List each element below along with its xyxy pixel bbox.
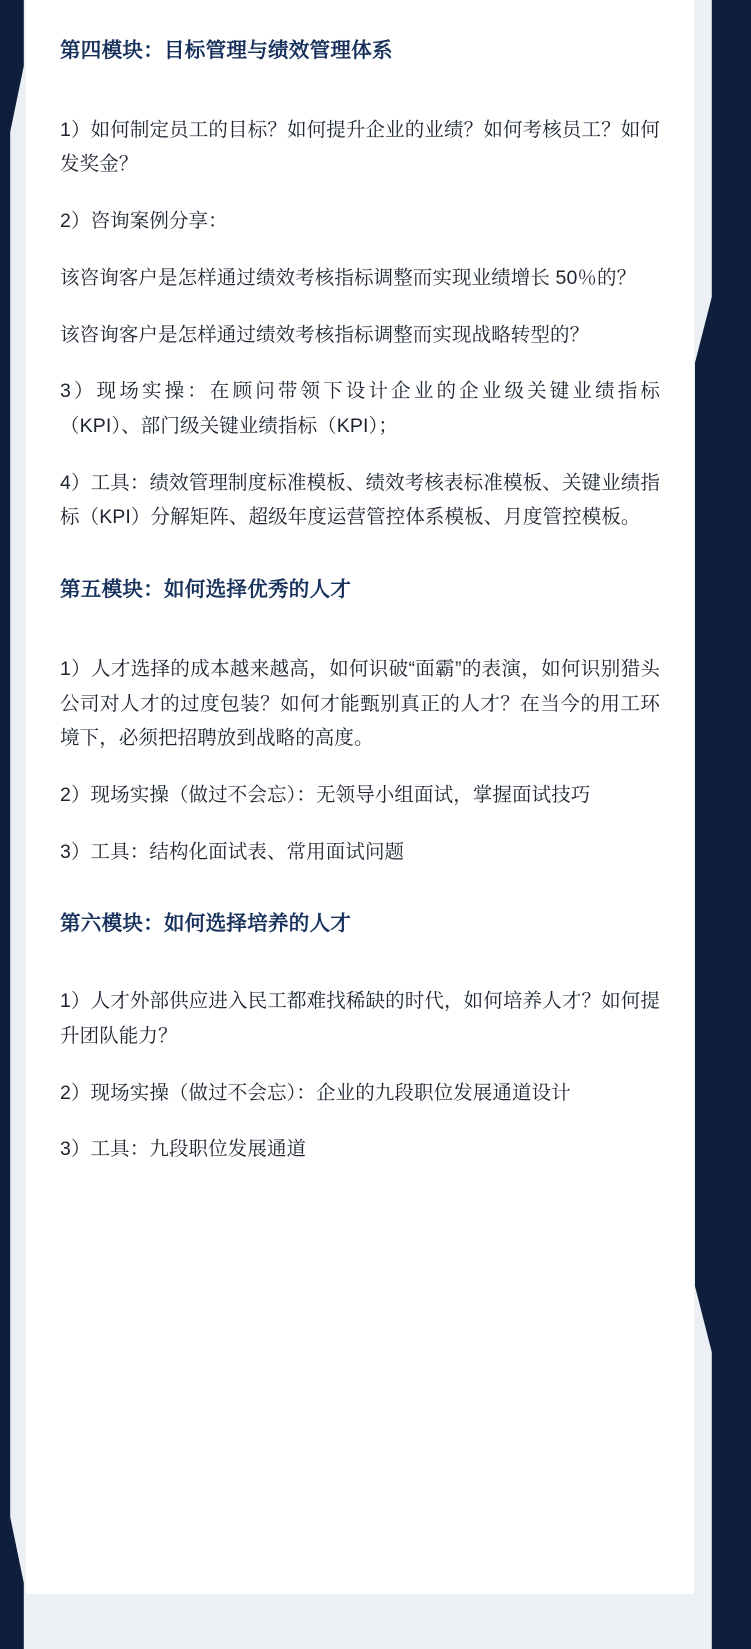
paragraph: 4）工具：绩效管理制度标准模板、绩效考核表标准模板、关键业绩指标（KPI）分解矩阵、超级年度运营管控体系模板、月度管控模板。 <box>60 471 660 529</box>
module-body <box>60 984 660 1167</box>
paragraph: 3）工具：九段职位发展通道 <box>60 1138 307 1161</box>
paragraph: 2）咨询案例分享： <box>60 210 228 233</box>
module-section-4 <box>60 36 660 535</box>
paragraph: 1）人才外部供应进入民工都难找稀缺的时代，如何培养人才？如何提升团队能力？ <box>60 990 660 1047</box>
module-title: 第五模块：如何选择优秀的人才 <box>60 578 352 602</box>
content-card <box>26 0 694 1594</box>
paragraph: 3）工具：结构化面试表、常用面试问题 <box>60 840 405 863</box>
module-body <box>60 652 660 870</box>
paragraph: 2）现场实操（做过不会忘）：企业的九段职位发展通道设计 <box>60 1081 571 1104</box>
paragraph: 该咨询客户是怎样通过绩效考核指标调整而实现战略转型的？ <box>60 323 590 346</box>
module-section-5 <box>60 575 660 869</box>
module-section-6 <box>60 909 660 1167</box>
module-title: 第六模块：如何选择培养的人才 <box>60 912 352 936</box>
module-body <box>60 113 660 535</box>
module-title: 第四模块：目标管理与绩效管理体系 <box>60 39 393 62</box>
right-decorative-bar <box>695 0 751 1649</box>
paragraph: 该咨询客户是怎样通过绩效考核指标调整而实现业绩增长 50％的？ <box>60 266 637 289</box>
paragraph: 2）现场实操（做过不会忘）：无领导小组面试，掌握面试技巧 <box>60 783 591 806</box>
paragraph: 1）如何制定员工的目标？如何提升企业的业绩？如何考核员工？如何发奖金？ <box>60 118 660 176</box>
paragraph: 3）现场实操：在顾问带领下设计企业的企业级关键业绩指标（KPI）、部门级关键业绩指标（KPI）； <box>60 380 660 437</box>
paragraph: 1）人才选择的成本越来越高，如何识破“面霸”的表演，如何识别猎头公司对人才的过度包装？如何才能甄别真正的人才？在当今的用工环境下，必须把招聘放到战略的高度。 <box>60 657 660 750</box>
